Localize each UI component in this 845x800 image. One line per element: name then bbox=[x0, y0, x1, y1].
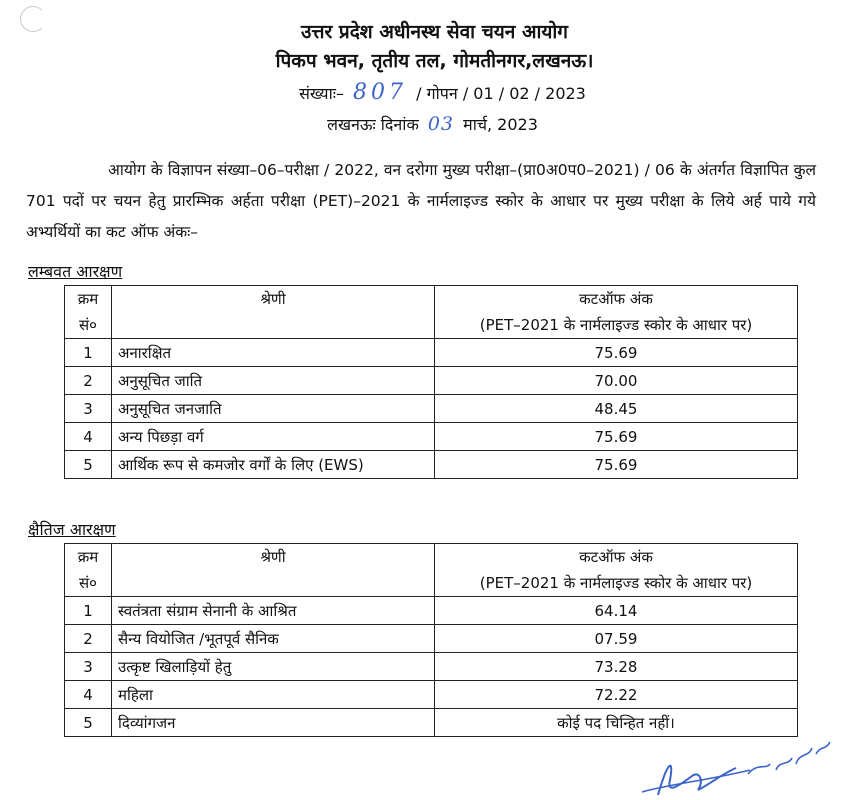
letterhead bbox=[0, 20, 845, 137]
cutoff-cell: 07.59 bbox=[435, 625, 798, 653]
reference-prefix: संख्याः– bbox=[299, 84, 344, 103]
cutoff-cell: 75.69 bbox=[435, 451, 798, 479]
table-row bbox=[65, 395, 798, 423]
cutoff-heading: कटऑफ अंक bbox=[579, 548, 653, 566]
cutoff-cell: 48.45 bbox=[435, 395, 798, 423]
cutoff-cell: 72.22 bbox=[435, 681, 798, 709]
category-cell: सैन्य वियोजित /भूतपूर्व सैनिक bbox=[112, 625, 435, 653]
table-row bbox=[65, 423, 798, 451]
table-row bbox=[65, 339, 798, 367]
cutoff-heading: कटऑफ अंक bbox=[579, 290, 653, 308]
vertical-reservation-title: लम्बवत आरक्षण bbox=[28, 262, 123, 281]
organization-name: उत्तर प्रदेश अधीनस्थ सेवा चयन आयोग bbox=[300, 21, 569, 43]
handwritten-signature bbox=[640, 740, 840, 800]
cutoff-cell: 70.00 bbox=[435, 367, 798, 395]
cutoff-subheading: (PET–2021 के नार्मलाइज्ड स्कोर के आधार पर) bbox=[479, 574, 753, 592]
table-row bbox=[65, 451, 798, 479]
serial-cell: 5 bbox=[65, 709, 112, 737]
horizontal-reservation-title: क्षैतिज आरक्षण bbox=[28, 520, 116, 539]
column-header-category: श्रेणी bbox=[112, 286, 435, 339]
cutoff-cell: 73.28 bbox=[435, 653, 798, 681]
horizontal-reservation-table bbox=[64, 543, 798, 737]
handwritten-date-day: 03 bbox=[427, 113, 455, 135]
intro-paragraph: आयोग के विज्ञापन संख्या–06–परीक्षा / 2022, वन दरोगा मुख्य परीक्षा–(प्रा0अ0प0–2021) / 06 के अंतर्गत विज्ञापित कुल 701 पदों पर चयन हेतु प्रारम्भिक अर्हता परीक्षा (PET)–2021 के नार्मलाइज्ड स्कोर के आधार पर मुख्य परीक्षा के लिये अर्ह पाये गये अभ्यर्थियों का कट ऑफ अंकः– bbox=[26, 161, 816, 241]
category-cell: दिव्यांगजन bbox=[112, 709, 435, 737]
cutoff-cell: 64.14 bbox=[435, 597, 798, 625]
table-header-row bbox=[65, 286, 798, 339]
table-row bbox=[65, 681, 798, 709]
serial-cell: 5 bbox=[65, 451, 112, 479]
column-header-category: श्रेणी bbox=[112, 544, 435, 597]
table-row bbox=[65, 597, 798, 625]
handwritten-reference-number: 807 bbox=[353, 80, 408, 105]
cutoff-subheading: (PET–2021 के नार्मलाइज्ड स्कोर के आधार पर) bbox=[479, 316, 753, 334]
serial-cell: 3 bbox=[65, 653, 112, 681]
date-line bbox=[20, 112, 845, 137]
category-cell: महिला bbox=[112, 681, 435, 709]
category-cell: अनारक्षित bbox=[112, 339, 435, 367]
category-cell: अन्य पिछड़ा वर्ग bbox=[112, 423, 435, 451]
serial-cell: 3 bbox=[65, 395, 112, 423]
table-row bbox=[65, 367, 798, 395]
cutoff-cell: 75.69 bbox=[435, 423, 798, 451]
category-cell: आर्थिक रूप से कमजोर वर्गों के लिए (EWS) bbox=[112, 451, 435, 479]
table-row bbox=[65, 653, 798, 681]
serial-cell: 2 bbox=[65, 367, 112, 395]
column-header-serial: क्रम सं० bbox=[65, 544, 112, 597]
table-row bbox=[65, 709, 798, 737]
cutoff-cell: कोई पद चिन्हित नहीं। bbox=[435, 709, 798, 737]
column-header-serial: क्रम सं० bbox=[65, 286, 112, 339]
serial-cell: 4 bbox=[65, 423, 112, 451]
serial-cell: 2 bbox=[65, 625, 112, 653]
table-row bbox=[65, 625, 798, 653]
organization-address: पिकप भवन, तृतीय तल, गोमतीनगर,लखनऊ। bbox=[275, 50, 594, 72]
cutoff-cell: 75.69 bbox=[435, 339, 798, 367]
reference-number-line bbox=[40, 81, 845, 106]
column-header-cutoff bbox=[435, 544, 798, 597]
serial-cell: 1 bbox=[65, 597, 112, 625]
category-cell: स्वतंत्रता संग्राम सेनानी के आश्रित bbox=[112, 597, 435, 625]
date-suffix: मार्च, 2023 bbox=[463, 115, 538, 134]
serial-cell: 4 bbox=[65, 681, 112, 709]
category-cell: अनुसूचित जाति bbox=[112, 367, 435, 395]
reference-suffix: / गोपन / 01 / 02 / 2023 bbox=[416, 84, 586, 103]
category-cell: उत्कृष्ट खिलाड़ियों हेतु bbox=[112, 653, 435, 681]
vertical-reservation-table bbox=[64, 285, 798, 479]
table-header-row bbox=[65, 544, 798, 597]
column-header-cutoff bbox=[435, 286, 798, 339]
date-prefix: लखनऊः दिनांक bbox=[327, 115, 419, 134]
serial-cell: 1 bbox=[65, 339, 112, 367]
category-cell: अनुसूचित जनजाति bbox=[112, 395, 435, 423]
